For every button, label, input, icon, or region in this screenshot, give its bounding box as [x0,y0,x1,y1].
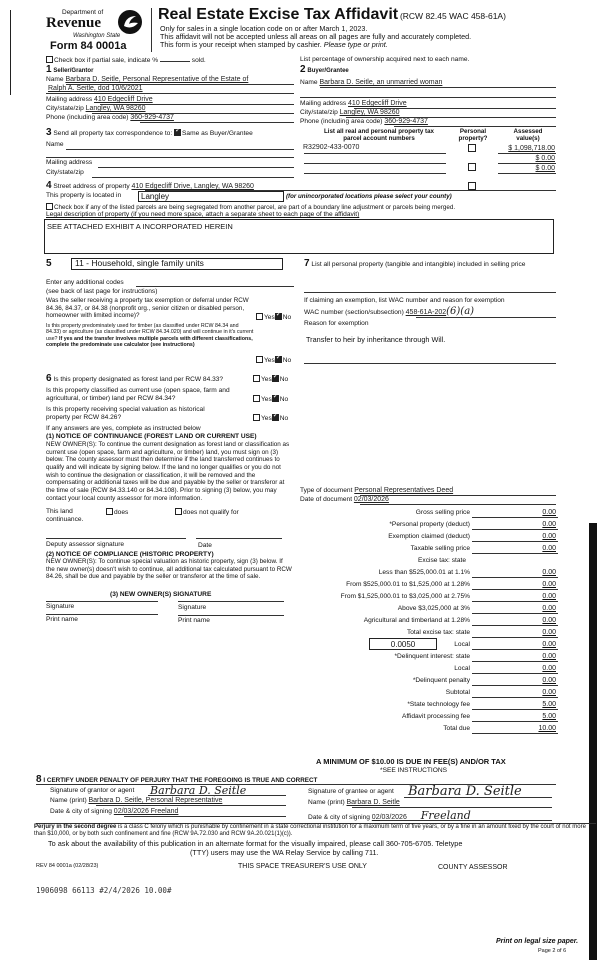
tax-line-value[interactable]: 5.00 [542,713,556,720]
personal-property-checkbox[interactable] [468,163,476,171]
see-instructions: *SEE INSTRUCTIONS [380,767,448,774]
tax-line-rule [472,625,558,626]
tax-line-value[interactable]: 0.00 [542,653,556,660]
partial-sale-checkbox[interactable] [46,56,53,63]
header-line-3-text: This form is your receipt when stamped by cashier. [160,40,322,49]
header-line-2: This affidavit will not be accepted unless all areas on all pages are fully and accurately completed. [160,32,472,41]
seller-name-line2[interactable]: Ralph A. Seitle, dod 10/6/2021 [48,85,143,92]
scan-edge-bar [589,523,597,960]
form-number: Form 84 0001a [50,40,127,52]
tax-line-label: Gross selling price [415,509,470,516]
cert-text: I CERTIFY UNDER PENALTY OF PERJURY THAT THE FOREGOING IS TRUE AND CORRECT [43,777,318,784]
local-rate-field[interactable]: 0.0050 [369,638,437,650]
corr-city-label: City/state/zip [46,169,84,176]
tax-line [300,605,560,615]
page-title [158,6,506,24]
doc-date-value[interactable]: 02/03/2026 [353,496,389,503]
tax-line-label: *Delinquent interest: state [394,653,470,660]
assessed-value[interactable]: $ 0.00 [535,155,555,162]
buyer-city-value[interactable]: Langley, WA 98260 [339,109,400,116]
seller-mail [46,96,153,104]
tax-line-rule [472,589,558,590]
this-land-label: This land [46,508,73,515]
does-checkbox[interactable] [106,508,113,515]
tax-line [300,653,560,663]
location-select[interactable] [138,191,284,202]
tax-line [300,521,560,531]
treasurer-note: THIS SPACE TREASURER'S USE ONLY [238,863,367,870]
tax-line-value[interactable]: 5.00 [542,701,556,708]
land-use-code-select[interactable] [71,258,283,270]
q-forest-yes-no [253,375,288,384]
grantee-name [308,799,400,807]
legal-label: Legal description of property (if you need more space, attach a separate sheet to each page of the affidavit) [46,211,360,218]
tax-line-rule [472,697,558,698]
title-rcw: (RCW 82.45 WAC 458-61A) [399,11,506,21]
q-historic-yes-no [253,414,288,423]
uninc-note: (for unincorporated locations please select your county) [286,193,452,200]
tax-line-rule [472,601,558,602]
tax-line-rule [472,529,558,530]
tax-line-label: *Delinquent penalty [412,677,470,684]
wac-number [304,306,474,318]
grantee-name-value[interactable]: Barbara D. Seitle [346,799,400,806]
label: Type of document [300,487,353,494]
tax-line-value[interactable]: 0.00 [542,521,556,528]
reason-label: Reason for exemption [304,320,369,327]
tax-line-label: *State technology fee [407,701,470,708]
tax-line-label: Affidavit processing fee [401,713,470,720]
perjury-text: is a class C felony which is punishable by confinement in a state correctional institution for a maximum term of five years, or by a fine in an amount fixed by the court of not more than $10,000, or by both such confinement and fine (RCW 9A.72.030 and RCW 9A.20.021(1)(c)). [34,824,586,838]
current-use-question: Is this property classified as current use (open space, farm and agricultural, or timber) land per RCW 84.34? [46,387,230,403]
tax-line-label: Taxable selling price [410,545,470,552]
print-name-label: Print name [46,616,78,623]
yes-label: Yes [261,376,272,383]
title-text: Real Estate Excise Tax Affidavit [158,6,399,23]
label: Date & city of signing [50,808,112,815]
label: Date of document [300,496,353,503]
historic-question: Is this property receiving special valuation as historical property per RCW 84.26? [46,406,205,422]
yes-checkbox[interactable] [256,356,263,363]
corr-name-label: Name [46,141,64,148]
tax-line-value[interactable]: 0.00 [542,665,556,672]
doc-type-value[interactable]: Personal Representatives Deed [354,487,454,494]
tax-line [300,545,560,555]
deputy-date-label: Date [198,542,212,549]
section-num: 2 [300,64,306,75]
seller-name [46,76,248,84]
tax-line-label: Total due [443,725,470,732]
section-num: 3 [46,127,52,138]
tax-line [300,533,560,543]
tax-line [300,713,560,723]
tax-line-label: Agricultural and timberland at 1.28% [363,617,470,624]
tty-note: (TTY) users may use the WA Relay Service by calling 711. [190,848,379,857]
no-label: No [279,396,289,403]
tax-line-rule [472,553,558,554]
grantor-name-value[interactable]: Barbara D. Seitle, Personal Representative [88,797,223,804]
tax-line-value[interactable]: 0.00 [542,581,556,588]
yes-label: Yes [261,396,272,403]
tax-line-rule [472,685,558,686]
wac-handwritten: (6)(a) [446,306,475,317]
list-pct-note: List percentage of ownership acquired next to each name. [300,56,470,63]
perjury-note [34,824,590,839]
section-num: 8 [36,774,42,785]
no-checkbox[interactable] [272,375,279,382]
tax-line-rule [472,577,558,578]
logo-state: Washington State [73,33,121,39]
buyer-title: Buyer/Grantee [307,68,349,74]
tax-line-value[interactable]: 0.00 [542,533,556,540]
buyer-mail-value[interactable]: 410 Edgecliff Drive [348,100,407,107]
personal-property-checkbox[interactable] [468,182,476,190]
tax-line-rule [472,733,558,734]
signature-label: Signature [178,604,207,611]
yes-label: Yes [264,314,275,321]
reason-value[interactable]: Transfer to heir by inheritance through Will. [306,335,446,344]
section-num: 1 [46,64,52,75]
section-num: 7 [304,258,310,269]
header-line-3 [160,41,388,49]
header-line-3-italic: Please type or print. [323,40,388,49]
tax-line-label: From $525,000.01 to $1,525,000 at 1.28% [346,581,470,588]
tax-line [300,725,560,735]
tax-line-rule [472,649,558,650]
does-option [106,508,128,517]
tax-line-value[interactable]: 0.00 [542,593,556,600]
buyer-name [300,79,442,87]
label: Mailing address [300,100,347,107]
h: List all real and personal property tax [323,128,435,135]
tax-line-label: *Personal property (deduct) [389,521,470,528]
notice-continuance-heading: (1) NOTICE OF CONTINUANCE (FOREST LAND OR CURRENT USE) [46,433,257,440]
corr-heading [46,127,253,139]
county-assessor: COUNTY ASSESSOR [438,864,508,871]
grantee-signature[interactable]: Barbara D. Seitle [408,784,522,799]
buyer-phone [300,118,428,126]
grantor-date-value[interactable]: 02/03/2026 Freeland [113,808,179,815]
yes-checkbox[interactable] [253,414,260,421]
h: Assessed [513,128,543,135]
doc-type [300,487,453,495]
assessed-value[interactable]: $ 0.00 [535,165,555,172]
tax-line-rule [472,541,558,542]
does-not-checkbox[interactable] [175,508,182,515]
tax-line-label: Above $3,025,000 at 3% [397,605,470,612]
addl-codes-label: Enter any additional codes [46,279,124,286]
timber-question [46,323,254,349]
tax-line-value[interactable]: 0.00 [542,629,556,636]
logo-dept: Department of [62,9,104,16]
tax-line-label: Subtotal [445,689,470,696]
same-as-buyer-checkbox[interactable] [174,129,181,136]
yes-label: Yes [264,357,275,364]
section-num: 5 [46,258,52,269]
does-not-label: does not qualify for [183,509,239,516]
any-yes-note: If any answers are yes, complete as instructed below [46,425,201,432]
label: WAC number (section/subsection) [304,309,404,316]
label: City/state/zip [46,105,84,112]
label: Phone (including area code) [46,114,129,121]
does-not-option [175,508,239,517]
minimum-note: A MINIMUM OF $10.00 IS DUE IN FEE(S) AND/OR TAX [316,757,506,766]
partial-label: Check box if partial sale, indicate % [54,57,159,64]
tax-line-rule [472,661,558,662]
seller-city-value[interactable]: Langley, WA 98260 [85,105,146,112]
yes-label: Yes [261,415,272,422]
no-label: No [279,415,289,422]
grantee-date-value[interactable]: 02/03/2026 [371,814,407,821]
label: Phone (including area code) [300,118,383,125]
label: Date & city of signing [308,814,370,821]
buyer-phone-value[interactable]: 360-929-4737 [384,118,428,125]
seller-city [46,105,146,113]
page-number: Page 2 of 6 [538,948,567,954]
parcel-number[interactable]: R32902-433-0070 [303,144,360,151]
excise-tax-heading: Excise tax: state [418,557,467,564]
tax-line-label: Less than $525,000.01 at 1.1% [378,569,470,576]
tax-line [300,569,560,579]
seller-name-value[interactable]: Barbara D. Seitle, Personal Representative of the Estate of [65,76,249,83]
grantor-name [50,797,222,805]
tax-line-label: Total excise tax: state [406,629,470,636]
grantor-signature[interactable]: Barbara D. Seitle [150,784,247,797]
same-as-buyer-label: Same as Buyer/Grantee [182,130,253,137]
yes-checkbox[interactable] [253,395,260,402]
legal-description-field[interactable] [44,219,554,254]
buyer-name-value[interactable]: Barbara D. Seitle, an unmarried woman [319,79,443,86]
no-checkbox[interactable] [275,313,282,320]
tax-line [300,509,560,519]
grantor-signature-label: Signature of grantor or agent [50,787,135,794]
scan-edge-line [10,10,11,95]
doc-date [300,496,389,504]
yes-checkbox[interactable] [256,313,263,320]
tax-line-label: From $1,525,000.01 to $3,025,000 at 2.75% [340,593,470,600]
no-label: No [279,376,289,383]
q-text: Is this property predominately used for timber (as classified under RCW 84.34 and 84.33) or agriculture (as classified under RCW 84.34.020) and will continue in it's current use? [46,323,254,342]
signature-label: Signature [46,603,75,610]
tax-line-value[interactable]: 0.00 [542,689,556,696]
rev-number: REV 84 0001a (02/28/23) [36,863,99,869]
h: value(s) [516,135,540,143]
tax-line [300,581,560,591]
assessed-value[interactable]: $ 1,098,718.00 [508,145,555,152]
grantee-signature-label: Signature of grantee or agent [308,788,394,795]
tax-line-rule [472,721,558,722]
section-num: 4 [46,180,52,191]
tax-line-value[interactable]: 10.00 [538,725,556,732]
header-line-1: Only for sales in a single location code on or after March 1, 2023. [160,24,368,33]
tax-line-rule [472,517,558,518]
perjury-bold: Perjury in the second degree [34,824,117,830]
no-checkbox[interactable] [272,414,279,421]
seller-mail-value[interactable]: 410 Edgecliff Drive [94,96,153,103]
partial-sold: sold. [191,57,206,64]
tax-line-value[interactable]: 0.00 [542,509,556,516]
seller-phone-value[interactable]: 360-929-4737 [130,114,174,121]
tax-line [300,641,560,651]
wa-logo-icon [116,8,144,36]
label: Name [300,79,318,86]
q-text-bold: If yes and the transfer involves multiple parcels with different classifications, complete the predominate use calculator (see instructions) [46,335,253,349]
label: Street address of property [53,183,130,190]
cashier-stamp: 1906098 66113 #2/4/2026 10.00# [36,886,172,895]
label: List all personal property (tangible and intangible) included in selling price [311,261,526,268]
corr-label: Send all property tax correspondence to: [53,130,173,137]
legal-value: SEE ATTACHED EXHIBIT A INCORPORATED HEREIN [47,222,233,231]
grantee-city-handwritten: Freeland [420,809,471,822]
tax-line [300,677,560,687]
tax-line-label: Local [454,641,470,648]
no-checkbox[interactable] [272,395,279,402]
tax-line-rule [472,673,558,674]
tax-line [300,593,560,603]
tax-line-value[interactable]: 0.00 [542,569,556,576]
does-label: does [114,509,129,516]
parcel-col-header [308,128,450,142]
seller-heading [46,64,93,76]
label: Mailing address [46,96,93,103]
logo-revenue: Revenue [46,15,101,31]
forest-question [46,373,223,385]
print-name-label: Print name [178,617,210,624]
header-divider [151,8,152,52]
no-checkbox[interactable] [275,356,282,363]
exemption-note: If claiming an exemption, list WAC number and reason for exemption [304,297,505,304]
q-current-yes-no [253,395,288,404]
tax-line [300,617,560,627]
h: Personal [459,128,487,135]
tax-line-value[interactable]: 0.00 [542,617,556,624]
personal-property-checkbox[interactable] [468,144,476,152]
tax-line-label: Exemption claimed (deduct) [388,533,470,540]
section-num: 6 [46,373,52,384]
q-exempt-yes-no [256,313,291,322]
corr-mail-label: Mailing address [46,159,93,166]
buyer-heading [300,64,349,76]
grantor-date [50,808,178,816]
exemption-question: Was the seller receiving a property tax exemption or deferral under RCW 84.36, 84.37, or 84.38 (nonprofit org., senior citizen or disabled person, homeowner with limited income)? [46,297,249,320]
wac-value[interactable]: 458-61A-202 [405,309,447,316]
label: Name [46,76,64,83]
tax-line-value[interactable]: 0.00 [542,605,556,612]
location-value: Langley [141,192,170,201]
segregation-label: Check box if any of the listed parcels are being segregated from another parcel, are part of a boundary line adjustment or parcels being merged. [54,204,456,211]
notice-compliance-heading: (2) NOTICE OF COMPLIANCE (HISTORIC PROPERTY) [46,551,214,558]
tax-line-value[interactable]: 0.00 [542,545,556,552]
tax-line-rule [472,613,558,614]
tax-line-label: Local [454,665,470,672]
h: parcel account numbers [343,135,415,143]
tax-line [300,665,560,675]
deputy-signature-label: Deputy assessor signature [46,541,125,548]
tax-line [300,689,560,699]
tax-line-rule [472,637,558,638]
land-use-code-value: 11 - Household, single family units [75,258,204,268]
property-address-value[interactable]: 410 Edgecliff Drive, Langley, WA 98260 [131,183,254,190]
see-back-note: (see back of last page for instructions) [46,288,158,295]
legal-paper-note: Print on legal size paper. [496,938,579,945]
seller-phone [46,114,174,122]
label: Name (print) [308,799,345,806]
buyer-city [300,109,400,117]
tax-line-rule [472,709,558,710]
notice-continuance-text: NEW OWNER(S): To continue the current designation as forest land or classification as current use (open space, farm and agriculture, or timber) land, you must sign on (3) below. The county assessor must then determine if the land transferred continues to qualify and will indicate by signing below. If the land no longer qualifies or you do not wish to continue the designation or classification, it will be removed and the compensating or additional taxes will be due and payable by the seller or transferor at the time of sale (RCW 84.33.140 or 84.34.108). Prior to signing (3) below, you may contact your local county assessor for more information. [46,441,290,502]
no-label: No [282,357,292,364]
personal-col-header [453,128,493,142]
alt-format-note: To ask about the availability of this publication in an alternate format for the visually impaired, please call 360-705-6705. Teletype [48,839,463,848]
segregation-checkbox[interactable] [46,203,53,210]
assessed-col-header [500,128,556,142]
q-timber-yes-no [256,356,291,365]
personal-property [304,258,556,270]
notice-compliance-text: NEW OWNER(S): To continue special valuation as historic property, sign (3) below. If the new owner(s) doesn't wish to continue, all additional tax calculated pursuant to RCW 84.26, shall be due and payable by the seller or transferor at the time of sale. [46,558,292,581]
located-label: This property is located in [46,192,122,199]
no-label: No [282,314,292,321]
yes-checkbox[interactable] [253,375,260,382]
q-text: Is this property designated as forest land per RCW 84.33? [53,376,224,383]
h: property? [458,135,488,143]
tax-line-value[interactable]: 0.00 [542,641,556,648]
label: Name (print) [50,797,87,804]
seller-title: Seller/Grantor [53,68,94,74]
new-owner-signature-heading: (3) NEW OWNER(S) SIGNATURE [110,591,212,598]
label: City/state/zip [300,109,338,116]
tax-line [300,701,560,711]
continuance-label: continuance. [46,516,84,523]
tax-line-value[interactable]: 0.00 [542,677,556,684]
buyer-mail [300,100,407,108]
